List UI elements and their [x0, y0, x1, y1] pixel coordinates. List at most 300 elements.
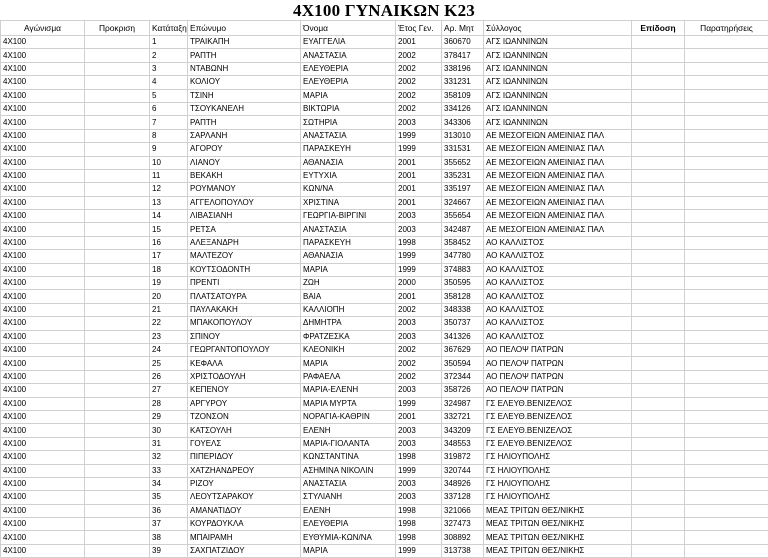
rank-cell: 3 [150, 62, 188, 75]
results-table [0, 20, 768, 558]
birth-year-cell: 2002 [396, 89, 442, 102]
performance-cell [632, 250, 685, 263]
table-row [1, 102, 768, 115]
table-row [1, 544, 768, 557]
firstname-cell: ΔΗΜΗΤΡΑ [301, 317, 396, 330]
club-cell: ΓΣ ΕΛΕΥΘ.ΒΕΝΙΖΕΛΟΣ [484, 437, 632, 450]
event-cell: 4X100 [1, 62, 85, 75]
surname-cell: ΑΜΑΝΑΤΙΔΟΥ [188, 504, 301, 517]
remarks-cell [685, 36, 768, 49]
birth-year-cell: 2003 [396, 437, 442, 450]
registration-cell: 313738 [442, 544, 484, 557]
table-row [1, 410, 768, 423]
rank-cell: 20 [150, 290, 188, 303]
club-cell: ΑΓΣ ΙΩΑΝΝΙΝΩΝ [484, 62, 632, 75]
event-cell: 4X100 [1, 464, 85, 477]
table-row [1, 424, 768, 437]
table-row [1, 531, 768, 544]
birth-year-cell: 2003 [396, 116, 442, 129]
table-row [1, 129, 768, 142]
qualification-cell [85, 223, 150, 236]
surname-cell: ΑΓΓΕΛΟΠΟΥΛΟΥ [188, 196, 301, 209]
registration-cell: 358726 [442, 384, 484, 397]
registration-cell: 350737 [442, 317, 484, 330]
birth-year-cell: 2001 [396, 183, 442, 196]
performance-cell [632, 290, 685, 303]
rank-cell: 23 [150, 330, 188, 343]
event-cell: 4X100 [1, 531, 85, 544]
surname-cell: ΠΛΑΤΣΑΤΟΥΡΑ [188, 290, 301, 303]
club-cell: ΑΓΣ ΙΩΑΝΝΙΝΩΝ [484, 102, 632, 115]
performance-cell [632, 370, 685, 383]
table-row [1, 62, 768, 75]
remarks-cell [685, 357, 768, 370]
rank-cell: 17 [150, 250, 188, 263]
registration-cell: 342487 [442, 223, 484, 236]
club-cell: ΓΣ ΕΛΕΥΘ.ΒΕΝΙΖΕΛΟΣ [484, 424, 632, 437]
remarks-cell [685, 451, 768, 464]
registration-cell: 358452 [442, 236, 484, 249]
registration-cell: 332721 [442, 410, 484, 423]
remarks-cell [685, 303, 768, 316]
surname-cell: ΤΣΙΝΗ [188, 89, 301, 102]
col-header-firstname: Όνομα [301, 21, 396, 36]
surname-cell: ΡΑΠΤΗ [188, 116, 301, 129]
club-cell: ΓΣ ΕΛΕΥΘ.ΒΕΝΙΖΕΛΟΣ [484, 410, 632, 423]
rank-cell: 5 [150, 89, 188, 102]
club-cell: ΑΟ ΠΕΛΟΨ ΠΑΤΡΩΝ [484, 357, 632, 370]
birth-year-cell: 2002 [396, 357, 442, 370]
club-cell: ΑΟ ΚΑΛΛΙΣΤΟΣ [484, 250, 632, 263]
qualification-cell [85, 464, 150, 477]
birth-year-cell: 2003 [396, 317, 442, 330]
firstname-cell: ΑΘΑΝΑΣΙΑ [301, 156, 396, 169]
event-cell: 4X100 [1, 357, 85, 370]
registration-cell: 358128 [442, 290, 484, 303]
qualification-cell [85, 477, 150, 490]
event-cell: 4X100 [1, 544, 85, 557]
qualification-cell [85, 290, 150, 303]
rank-cell: 35 [150, 491, 188, 504]
col-header-remarks: Παρατηρήσεις [685, 21, 768, 36]
birth-year-cell: 2001 [396, 410, 442, 423]
performance-cell [632, 424, 685, 437]
event-cell: 4X100 [1, 236, 85, 249]
birth-year-cell: 2003 [396, 330, 442, 343]
table-row [1, 451, 768, 464]
event-cell: 4X100 [1, 263, 85, 276]
performance-cell [632, 49, 685, 62]
firstname-cell: ΖΩΗ [301, 277, 396, 290]
surname-cell: ΚΑΤΣΟΥΛΗ [188, 424, 301, 437]
performance-cell [632, 143, 685, 156]
rank-cell: 15 [150, 223, 188, 236]
qualification-cell [85, 437, 150, 450]
surname-cell: ΣΑΧΠΑΤΖΙΔΟΥ [188, 544, 301, 557]
surname-cell: ΜΠΑΙΡΑΜΗ [188, 531, 301, 544]
registration-cell: 331531 [442, 143, 484, 156]
remarks-cell [685, 210, 768, 223]
col-header-surname: Επώνυμο [188, 21, 301, 36]
birth-year-cell: 1999 [396, 544, 442, 557]
remarks-cell [685, 263, 768, 276]
performance-cell [632, 62, 685, 75]
qualification-cell [85, 451, 150, 464]
col-header-event: Αγώνισμα [1, 21, 85, 36]
surname-cell: ΧΡΙΣΤΟΔΟΥΛΗ [188, 370, 301, 383]
surname-cell: ΑΓΟΡΟΥ [188, 143, 301, 156]
event-cell: 4X100 [1, 504, 85, 517]
surname-cell: ΚΟΥΤΣΟΔΟΝΤΗ [188, 263, 301, 276]
event-cell: 4X100 [1, 36, 85, 49]
birth-year-cell: 2001 [396, 290, 442, 303]
table-row [1, 156, 768, 169]
qualification-cell [85, 36, 150, 49]
surname-cell: ΠΙΠΕΡΙΔΟΥ [188, 451, 301, 464]
club-cell: ΑΟ ΠΕΛΟΨ ΠΑΤΡΩΝ [484, 384, 632, 397]
surname-cell: ΤΖΟΝΣΟΝ [188, 410, 301, 423]
rank-cell: 39 [150, 544, 188, 557]
club-cell: ΑΓΣ ΙΩΑΝΝΙΝΩΝ [484, 49, 632, 62]
registration-cell: 350594 [442, 357, 484, 370]
registration-cell: 337128 [442, 491, 484, 504]
qualification-cell [85, 518, 150, 531]
table-row [1, 263, 768, 276]
performance-cell [632, 156, 685, 169]
rank-cell: 31 [150, 437, 188, 450]
remarks-cell [685, 102, 768, 115]
qualification-cell [85, 89, 150, 102]
rank-cell: 14 [150, 210, 188, 223]
club-cell: ΑΕ ΜΕΣΟΓΕΙΩΝ ΑΜΕΙΝΙΑΣ ΠΑΛ [484, 196, 632, 209]
remarks-cell [685, 223, 768, 236]
event-cell: 4X100 [1, 397, 85, 410]
qualification-cell [85, 250, 150, 263]
registration-cell: 313010 [442, 129, 484, 142]
birth-year-cell: 2003 [396, 210, 442, 223]
club-cell: ΑΕ ΜΕΣΟΓΕΙΩΝ ΑΜΕΙΝΙΑΣ ΠΑΛ [484, 223, 632, 236]
registration-cell: 327473 [442, 518, 484, 531]
qualification-cell [85, 544, 150, 557]
registration-cell: 350595 [442, 277, 484, 290]
performance-cell [632, 236, 685, 249]
event-cell: 4X100 [1, 156, 85, 169]
event-cell: 4X100 [1, 477, 85, 490]
birth-year-cell: 2002 [396, 370, 442, 383]
club-cell: ΑΟ ΚΑΛΛΙΣΤΟΣ [484, 317, 632, 330]
event-cell: 4X100 [1, 277, 85, 290]
qualification-cell [85, 504, 150, 517]
remarks-cell [685, 183, 768, 196]
event-cell: 4X100 [1, 89, 85, 102]
club-cell: ΑΟ ΚΑΛΛΙΣΤΟΣ [484, 277, 632, 290]
event-cell: 4X100 [1, 370, 85, 383]
performance-cell [632, 263, 685, 276]
event-cell: 4X100 [1, 343, 85, 356]
rank-cell: 38 [150, 531, 188, 544]
surname-cell: ΡΕΤΣΑ [188, 223, 301, 236]
remarks-cell [685, 76, 768, 89]
rank-cell: 22 [150, 317, 188, 330]
performance-cell [632, 330, 685, 343]
firstname-cell: ΝΟΡΑΓΙΑ-ΚΑΘΡΙΝ [301, 410, 396, 423]
remarks-cell [685, 290, 768, 303]
firstname-cell: ΚΛΕΟΝΙΚΗ [301, 343, 396, 356]
remarks-cell [685, 169, 768, 182]
rank-cell: 29 [150, 410, 188, 423]
col-header-rank: Κατάταξη [150, 21, 188, 36]
table-row [1, 250, 768, 263]
performance-cell [632, 343, 685, 356]
event-cell: 4X100 [1, 102, 85, 115]
event-cell: 4X100 [1, 437, 85, 450]
table-row [1, 330, 768, 343]
table-row [1, 303, 768, 316]
event-cell: 4X100 [1, 330, 85, 343]
birth-year-cell: 2002 [396, 303, 442, 316]
firstname-cell: ΒΙΚΤΩΡΙΑ [301, 102, 396, 115]
birth-year-cell: 1998 [396, 531, 442, 544]
registration-cell: 335197 [442, 183, 484, 196]
performance-cell [632, 518, 685, 531]
performance-cell [632, 36, 685, 49]
birth-year-cell: 2003 [396, 384, 442, 397]
remarks-cell [685, 317, 768, 330]
table-row [1, 76, 768, 89]
club-cell: ΓΣ ΗΛΙΟΥΠΟΛΗΣ [484, 451, 632, 464]
table-row [1, 169, 768, 182]
table-row [1, 196, 768, 209]
surname-cell: ΑΛΕΞΑΝΔΡΗ [188, 236, 301, 249]
col-header-registration: Αρ. Μητ [442, 21, 484, 36]
birth-year-cell: 1998 [396, 236, 442, 249]
event-cell: 4X100 [1, 424, 85, 437]
sheet-title: 4X100 ΓΥΝΑΙΚΩΝ Κ23 [0, 0, 768, 20]
registration-cell: 348553 [442, 437, 484, 450]
registration-cell: 347780 [442, 250, 484, 263]
registration-cell: 319872 [442, 451, 484, 464]
remarks-cell [685, 397, 768, 410]
event-cell: 4X100 [1, 49, 85, 62]
remarks-cell [685, 504, 768, 517]
table-row [1, 49, 768, 62]
performance-cell [632, 129, 685, 142]
table-row [1, 397, 768, 410]
qualification-cell [85, 384, 150, 397]
table-row [1, 518, 768, 531]
event-cell: 4X100 [1, 169, 85, 182]
event-cell: 4X100 [1, 451, 85, 464]
surname-cell: ΛΙΑΝΟΥ [188, 156, 301, 169]
table-row [1, 384, 768, 397]
qualification-cell [85, 357, 150, 370]
qualification-cell [85, 183, 150, 196]
surname-cell: ΒΕΚΑΚΗ [188, 169, 301, 182]
club-cell: ΑΓΣ ΙΩΑΝΝΙΝΩΝ [484, 76, 632, 89]
birth-year-cell: 2003 [396, 491, 442, 504]
rank-cell: 12 [150, 183, 188, 196]
registration-cell: 367629 [442, 343, 484, 356]
club-cell: ΑΓΣ ΙΩΑΝΝΙΝΩΝ [484, 89, 632, 102]
birth-year-cell: 2002 [396, 343, 442, 356]
remarks-cell [685, 424, 768, 437]
qualification-cell [85, 143, 150, 156]
rank-cell: 13 [150, 196, 188, 209]
firstname-cell: ΣΩΤΗΡΙΑ [301, 116, 396, 129]
performance-cell [632, 89, 685, 102]
remarks-cell [685, 156, 768, 169]
registration-cell: 372344 [442, 370, 484, 383]
club-cell: ΜΕΑΣ ΤΡΙΤΩΝ ΘΕΣ/ΝΙΚΗΣ [484, 531, 632, 544]
firstname-cell: ΚΑΛΛΙΟΠΗ [301, 303, 396, 316]
registration-cell: 348338 [442, 303, 484, 316]
surname-cell: ΚΕΠΕΝΟΥ [188, 384, 301, 397]
performance-cell [632, 223, 685, 236]
event-cell: 4X100 [1, 129, 85, 142]
performance-cell [632, 504, 685, 517]
performance-cell [632, 196, 685, 209]
remarks-cell [685, 116, 768, 129]
club-cell: ΜΕΑΣ ΤΡΙΤΩΝ ΘΕΣ/ΝΙΚΗΣ [484, 518, 632, 531]
surname-cell: ΡΟΥΜΑΝΟΥ [188, 183, 301, 196]
birth-year-cell: 2002 [396, 49, 442, 62]
table-row [1, 370, 768, 383]
surname-cell: ΚΟΛΙΟΥ [188, 76, 301, 89]
performance-cell [632, 76, 685, 89]
event-cell: 4X100 [1, 116, 85, 129]
qualification-cell [85, 102, 150, 115]
col-header-qualification: Προκριση [85, 21, 150, 36]
header-row [1, 21, 768, 36]
event-cell: 4X100 [1, 196, 85, 209]
event-cell: 4X100 [1, 143, 85, 156]
firstname-cell: ΑΝΑΣΤΑΣΙΑ [301, 49, 396, 62]
remarks-cell [685, 89, 768, 102]
table-row [1, 277, 768, 290]
firstname-cell: ΡΑΦΑΕΛΑ [301, 370, 396, 383]
table-row [1, 183, 768, 196]
registration-cell: 341326 [442, 330, 484, 343]
col-header-club: Σύλλογος [484, 21, 632, 36]
surname-cell: ΚΟΥΡΔΟΥΚΛΑ [188, 518, 301, 531]
club-cell: ΑΟ ΠΕΛΟΨ ΠΑΤΡΩΝ [484, 343, 632, 356]
performance-cell [632, 464, 685, 477]
firstname-cell: ΚΩΝ/ΝΑ [301, 183, 396, 196]
registration-cell: 335231 [442, 169, 484, 182]
club-cell: ΑΟ ΠΕΛΟΨ ΠΑΤΡΩΝ [484, 370, 632, 383]
table-row [1, 343, 768, 356]
firstname-cell: ΦΡΑΤΖΕΣΚΑ [301, 330, 396, 343]
remarks-cell [685, 544, 768, 557]
rank-cell: 26 [150, 370, 188, 383]
qualification-cell [85, 491, 150, 504]
rank-cell: 1 [150, 36, 188, 49]
remarks-cell [685, 250, 768, 263]
firstname-cell: ΧΡΙΣΤΙΝΑ [301, 196, 396, 209]
surname-cell: ΧΑΤΖΗΑΝΔΡΕΟΥ [188, 464, 301, 477]
qualification-cell [85, 370, 150, 383]
surname-cell: ΑΡΓΥΡΟΥ [188, 397, 301, 410]
firstname-cell: ΣΤΥΛΙΑΝΗ [301, 491, 396, 504]
performance-cell [632, 317, 685, 330]
surname-cell: ΛΙΒΑΣΙΑΝΗ [188, 210, 301, 223]
event-cell: 4X100 [1, 518, 85, 531]
rank-cell: 19 [150, 277, 188, 290]
surname-cell: ΠΡΕΝΤΙ [188, 277, 301, 290]
rank-cell: 7 [150, 116, 188, 129]
birth-year-cell: 2001 [396, 196, 442, 209]
firstname-cell: ΜΑΡΙΑ [301, 263, 396, 276]
event-cell: 4X100 [1, 210, 85, 223]
performance-cell [632, 384, 685, 397]
club-cell: ΑΕ ΜΕΣΟΓΕΙΩΝ ΑΜΕΙΝΙΑΣ ΠΑΛ [484, 129, 632, 142]
table-row [1, 89, 768, 102]
club-cell: ΓΣ ΗΛΙΟΥΠΟΛΗΣ [484, 491, 632, 504]
registration-cell: 334126 [442, 102, 484, 115]
table-row [1, 504, 768, 517]
table-row [1, 477, 768, 490]
remarks-cell [685, 370, 768, 383]
firstname-cell: ΑΝΑΣΤΑΣΙΑ [301, 129, 396, 142]
rank-cell: 9 [150, 143, 188, 156]
firstname-cell: ΒΑΙΑ [301, 290, 396, 303]
table-row [1, 210, 768, 223]
rank-cell: 6 [150, 102, 188, 115]
registration-cell: 308892 [442, 531, 484, 544]
performance-cell [632, 410, 685, 423]
birth-year-cell: 1999 [396, 464, 442, 477]
performance-cell [632, 491, 685, 504]
performance-cell [632, 397, 685, 410]
birth-year-cell: 1998 [396, 504, 442, 517]
table-row [1, 290, 768, 303]
birth-year-cell: 1999 [396, 129, 442, 142]
firstname-cell: ΕΥΑΓΓΕΛΙΑ [301, 36, 396, 49]
performance-cell [632, 357, 685, 370]
registration-cell: 338196 [442, 62, 484, 75]
surname-cell: ΠΑΥΛΑΚΑΚΗ [188, 303, 301, 316]
event-cell: 4X100 [1, 317, 85, 330]
event-cell: 4X100 [1, 76, 85, 89]
remarks-cell [685, 477, 768, 490]
firstname-cell: ΕΥΤΥΧΙΑ [301, 169, 396, 182]
rank-cell: 11 [150, 169, 188, 182]
qualification-cell [85, 343, 150, 356]
birth-year-cell: 2000 [396, 277, 442, 290]
rank-cell: 2 [150, 49, 188, 62]
registration-cell: 320744 [442, 464, 484, 477]
firstname-cell: ΑΝΑΣΤΑΣΙΑ [301, 223, 396, 236]
firstname-cell: ΑΝΑΣΤΑΣΙΑ [301, 477, 396, 490]
qualification-cell [85, 303, 150, 316]
club-cell: ΓΣ ΗΛΙΟΥΠΟΛΗΣ [484, 464, 632, 477]
performance-cell [632, 210, 685, 223]
event-cell: 4X100 [1, 491, 85, 504]
surname-cell: ΓΟΥΕΛΣ [188, 437, 301, 450]
table-row [1, 464, 768, 477]
birth-year-cell: 2002 [396, 76, 442, 89]
club-cell: ΑΟ ΚΑΛΛΙΣΤΟΣ [484, 263, 632, 276]
rank-cell: 28 [150, 397, 188, 410]
surname-cell: ΛΕΟΥΤΣΑΡΑΚΟΥ [188, 491, 301, 504]
remarks-cell [685, 464, 768, 477]
registration-cell: 343209 [442, 424, 484, 437]
registration-cell: 324987 [442, 397, 484, 410]
qualification-cell [85, 62, 150, 75]
event-cell: 4X100 [1, 223, 85, 236]
performance-cell [632, 102, 685, 115]
birth-year-cell: 1999 [396, 143, 442, 156]
